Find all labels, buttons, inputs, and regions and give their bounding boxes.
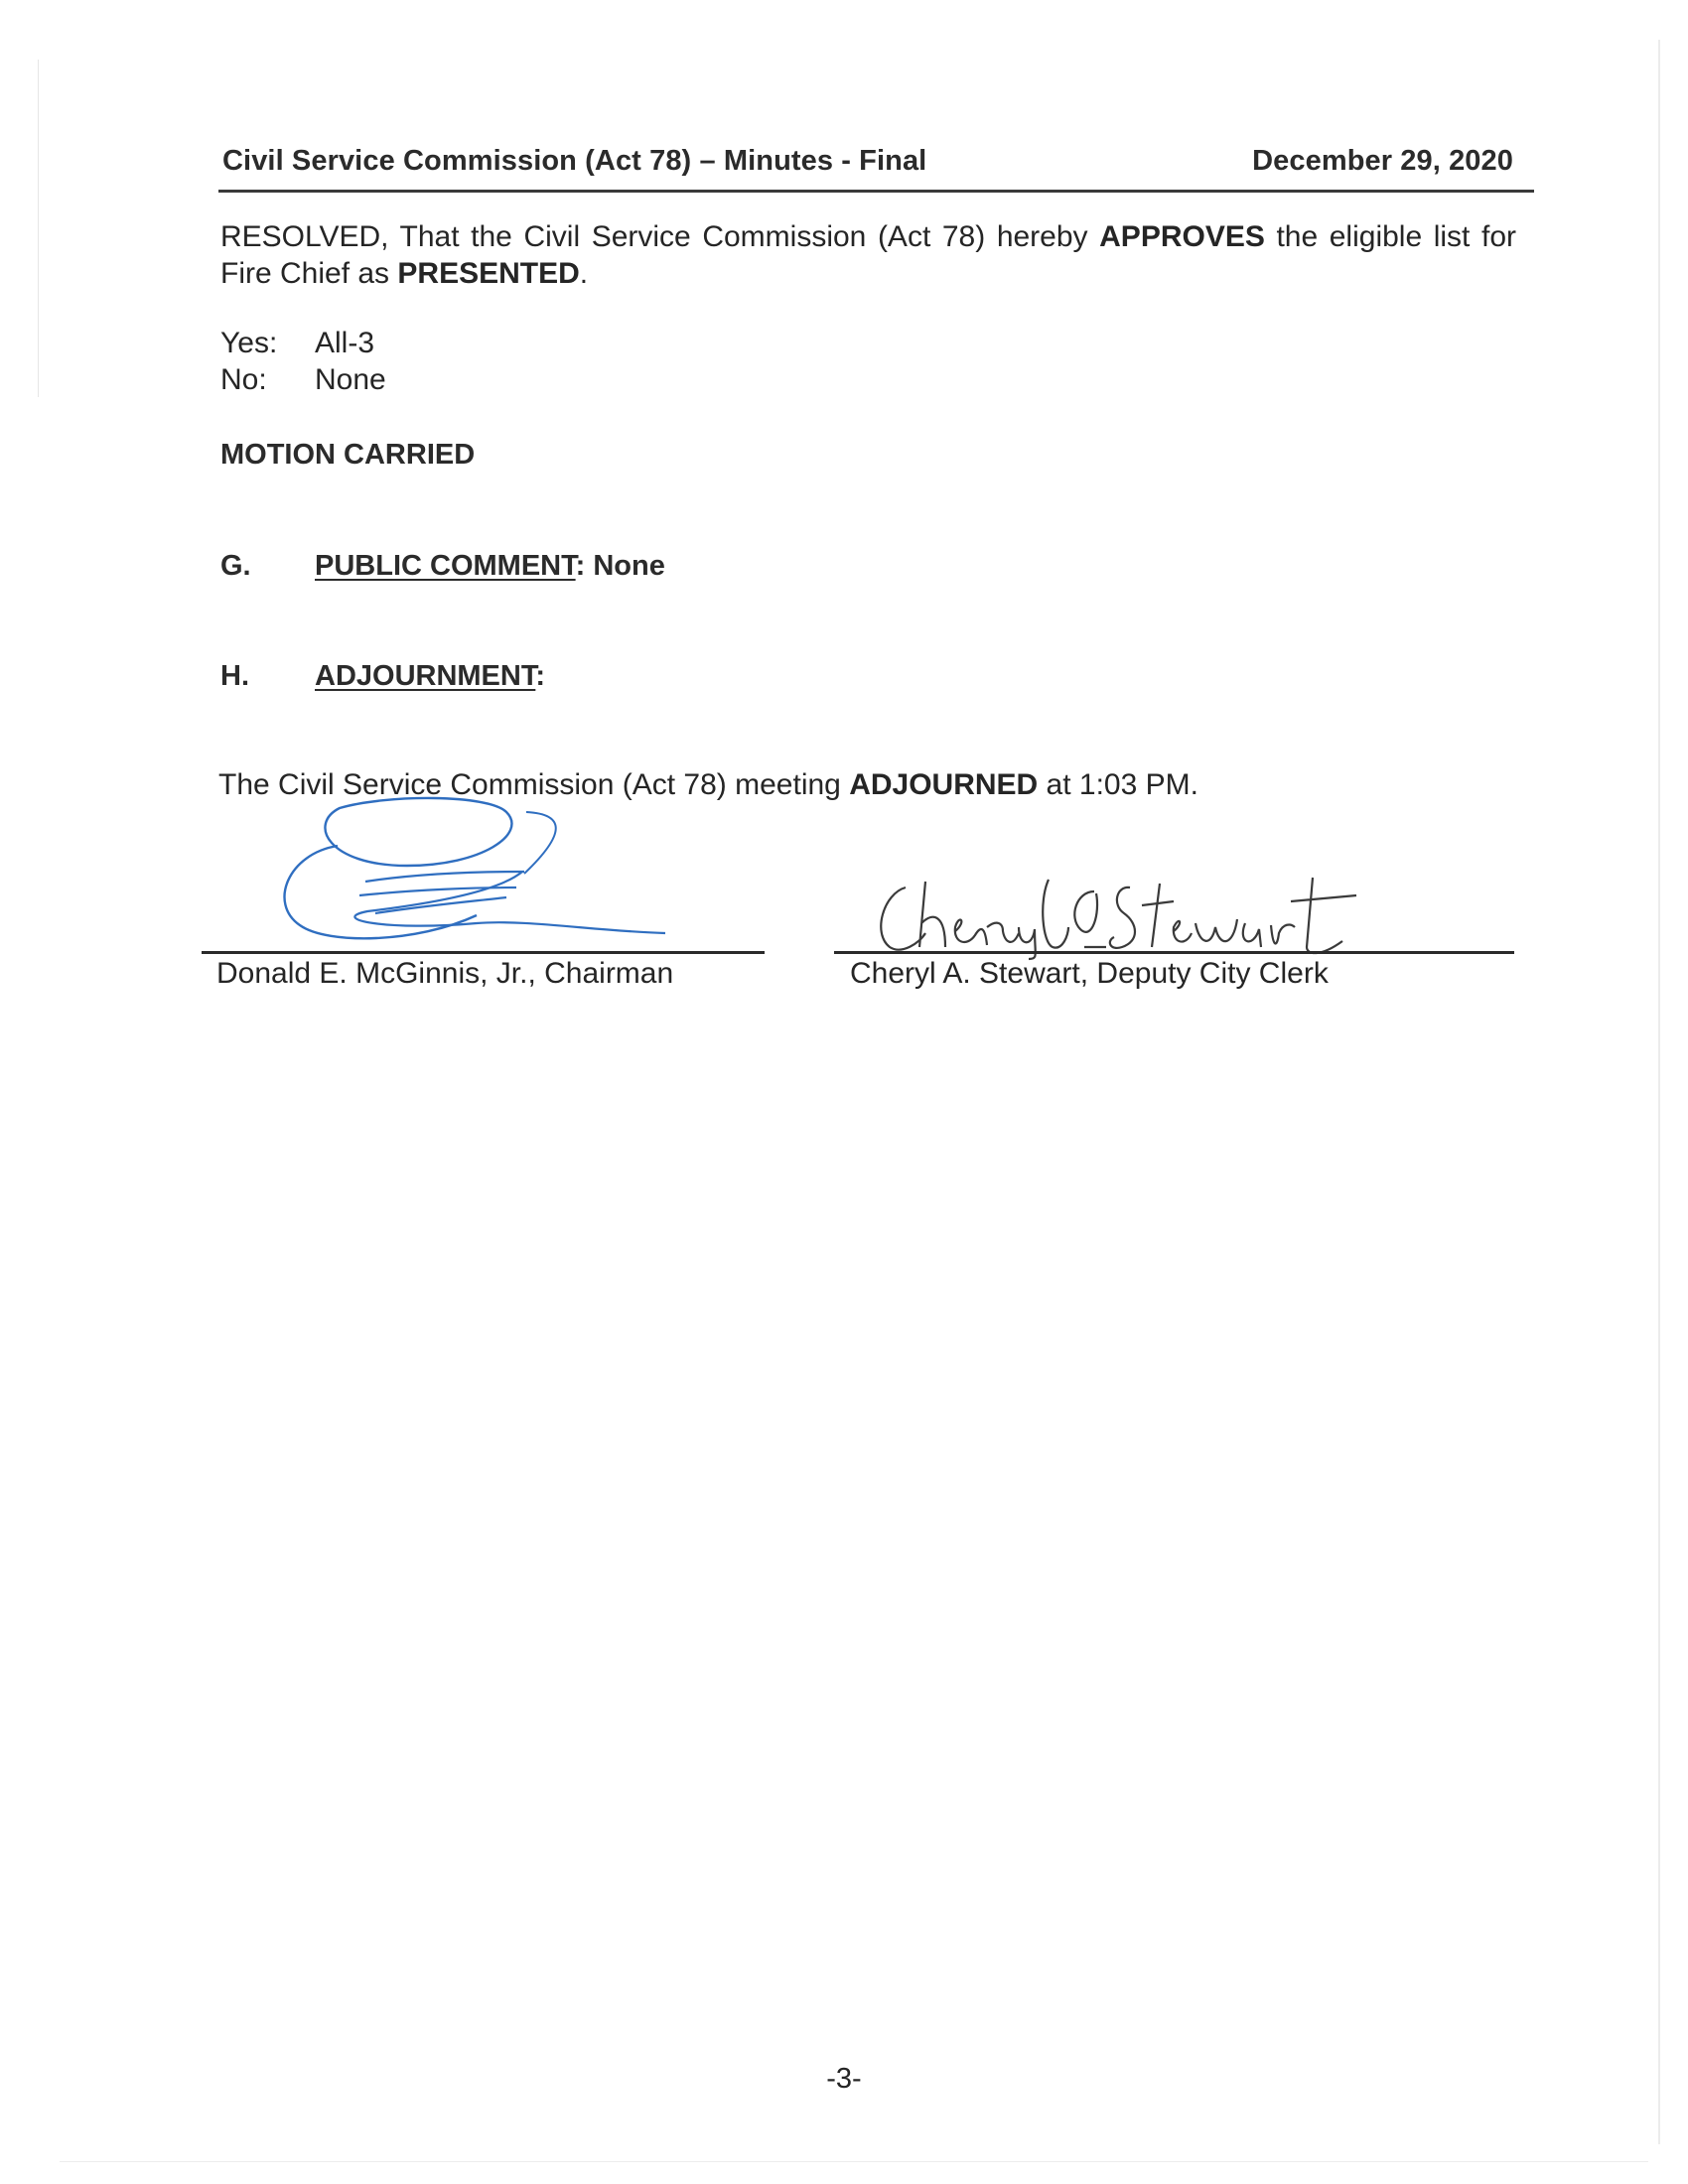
scan-edge [38, 60, 39, 397]
section-title: PUBLIC COMMENT [315, 550, 576, 582]
vote-no-value: None [315, 363, 386, 396]
section-title: ADJOURNMENT [315, 660, 536, 692]
motion-result: MOTION CARRIED [220, 439, 476, 471]
section-suffix: : None [575, 550, 665, 582]
header-title: Civil Service Commission (Act 78) – Minutes - Final [222, 145, 927, 177]
vote-yes-label: Yes: [220, 327, 278, 359]
scan-edge [60, 2161, 1648, 2162]
clerk-name: Cheryl A. Stewart, Deputy City Clerk [850, 957, 1329, 990]
section-public-comment [315, 550, 665, 583]
page-number: -3- [826, 2063, 862, 2095]
header-divider [218, 190, 1534, 193]
resolution-text: . [579, 257, 589, 290]
adjournment-text: at 1:03 PM. [1038, 768, 1198, 801]
resolution-paragraph [220, 218, 1516, 292]
section-letter: G. [220, 550, 251, 582]
adjournment-text: The Civil Service Commission (Act 78) meeting [218, 768, 850, 801]
resolution-presented: PRESENTED [397, 257, 580, 290]
section-letter: H. [220, 660, 249, 692]
clerk-signature [864, 872, 1380, 961]
page-header [222, 145, 1513, 185]
vote-yes-value: All-3 [315, 327, 375, 359]
resolution-text: the eligible list for Fire Chief as [220, 220, 1516, 290]
header-date: December 29, 2020 [1252, 145, 1513, 177]
vote-no-label: No: [220, 363, 267, 396]
chairman-signature [268, 794, 675, 963]
chairman-name: Donald E. McGinnis, Jr., Chairman [216, 957, 674, 990]
section-adjournment [315, 660, 545, 693]
chairman-signature-line [202, 951, 765, 954]
adjournment-adjourned: ADJOURNED [849, 768, 1039, 801]
scan-edge [1658, 40, 1660, 2144]
resolution-text: RESOLVED, That the Civil Service Commission (Act 78) hereby [220, 220, 1100, 253]
resolution-approves: APPROVES [1099, 220, 1265, 253]
clerk-signature-line [834, 951, 1514, 954]
section-suffix: : [535, 660, 546, 692]
